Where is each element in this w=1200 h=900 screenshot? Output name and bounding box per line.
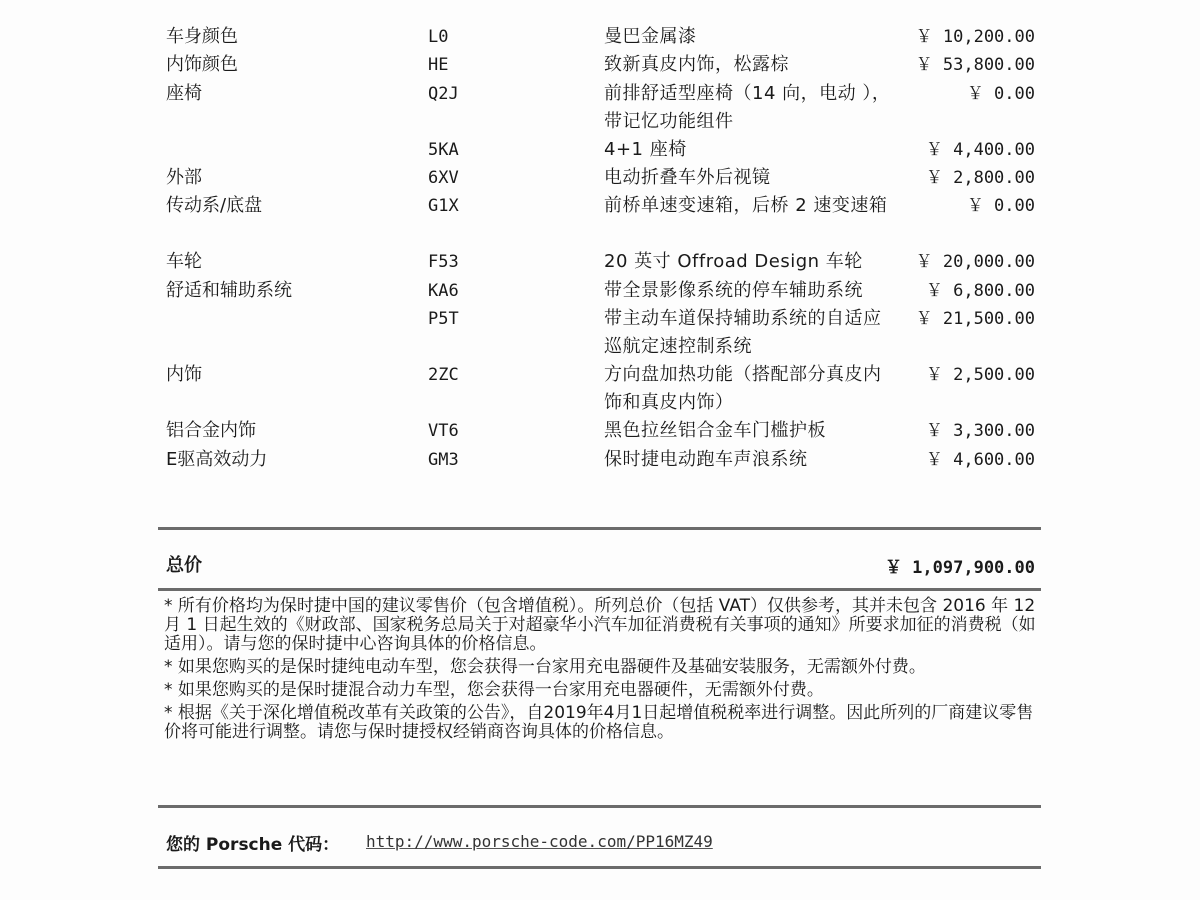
option-code: HE <box>428 55 449 75</box>
option-price: ￥ 20,000.00 <box>915 252 1035 272</box>
divider <box>158 527 1041 530</box>
option-description: 保时捷电动跑车声浪系统 <box>604 449 808 470</box>
footnote: * 如果您购买的是保时捷纯电动车型，您会获得一台家用充电器硬件及基础安装服务，无需额外付费。 <box>164 657 926 677</box>
option-price: ￥ 53,800.00 <box>915 55 1035 75</box>
option-description: 前桥单速变速箱，后桥 2 速变速箱 <box>604 195 888 216</box>
option-price: ￥ 2,500.00 <box>925 365 1035 385</box>
option-price: ￥ 3,300.00 <box>925 421 1035 441</box>
option-price: ￥ 2,800.00 <box>925 168 1035 188</box>
option-code: GM3 <box>428 450 459 470</box>
divider <box>158 805 1041 808</box>
total-label: 总价 <box>166 555 202 576</box>
option-description: 4+1 座椅 <box>604 139 687 160</box>
option-category: 车轮 <box>166 251 202 272</box>
footnote: * 根据《关于深化增值税改革有关政策的公告》，自2019年4月1日起增值税税率进行调整。因此所列的厂商建议零售价将可能进行调整。请您与保时捷授权经销商咨询具体的价格信息。 <box>164 703 1034 742</box>
option-category: E驱高效动力 <box>166 449 268 470</box>
option-description: 黑色拉丝铝合金车门槛护板 <box>604 420 826 441</box>
option-description: 电动折叠车外后视镜 <box>604 167 771 188</box>
option-category: 内饰 <box>166 364 202 385</box>
option-code: VT6 <box>428 421 459 441</box>
option-price: ￥ 0.00 <box>966 84 1035 104</box>
option-category: 内饰颜色 <box>166 54 238 75</box>
porsche-code-label: 您的 Porsche 代码： <box>166 835 340 855</box>
footnote: * 所有价格均为保时捷中国的建议零售价（包含增值税）。所列总价（包括 VAT）仅供参考，其并未包含 2016 年 12 月 1 日起生效的《财政部、国家税务总局关于对超豪华小汽车加征消费税有关事项的通知》所要求加征的消费税（如适用）。请与您的保时捷中心咨询具体的价格信息。 <box>164 596 1036 654</box>
total-price: ￥ 1,097,900.00 <box>884 558 1035 578</box>
option-price: ￥ 0.00 <box>966 196 1035 216</box>
footnote: * 如果您购买的是保时捷混合动力车型，您会获得一台家用充电器硬件，无需额外付费。 <box>164 680 824 700</box>
option-code: F53 <box>428 252 459 272</box>
option-category: 外部 <box>166 167 202 188</box>
option-price: ￥ 10,200.00 <box>915 27 1035 47</box>
option-category: 传动系/底盘 <box>166 195 263 216</box>
option-code: P5T <box>428 309 459 329</box>
option-description: 致新真皮内饰，松露棕 <box>604 54 789 75</box>
option-description: 带主动车道保持辅助系统的自适应巡航定速控制系统 <box>604 308 882 357</box>
option-code: Q2J <box>428 84 459 104</box>
option-code: G1X <box>428 196 459 216</box>
option-price: ￥ 4,400.00 <box>925 140 1035 160</box>
footnotes <box>164 597 1040 746</box>
option-code: 2ZC <box>428 365 459 385</box>
option-category: 座椅 <box>166 83 202 104</box>
divider <box>158 588 1041 591</box>
option-category: 铝合金内饰 <box>166 420 256 441</box>
option-description: 方向盘加热功能（搭配部分真皮内饰和真皮内饰） <box>604 364 882 413</box>
option-price: ￥ 6,800.00 <box>925 281 1035 301</box>
option-description: 20 英寸 Offroad Design 车轮 <box>604 251 863 272</box>
option-description: 带全景影像系统的停车辅助系统 <box>604 280 863 301</box>
option-code: 6XV <box>428 168 459 188</box>
option-code: KA6 <box>428 281 459 301</box>
option-category: 舒适和辅助系统 <box>166 280 292 301</box>
option-price: ￥ 4,600.00 <box>925 450 1035 470</box>
option-price: ￥ 21,500.00 <box>915 309 1035 329</box>
option-code: 5KA <box>428 140 459 160</box>
divider <box>158 866 1041 869</box>
option-category: 车身颜色 <box>166 26 238 47</box>
option-code: L0 <box>428 27 449 47</box>
option-description: 曼巴金属漆 <box>604 26 697 47</box>
option-description: 前排舒适型座椅（14 向，电动 ），带记忆功能组件 <box>604 83 891 132</box>
porsche-code-link[interactable]: http://www.porsche-code.com/PP16MZ49 <box>366 832 713 851</box>
